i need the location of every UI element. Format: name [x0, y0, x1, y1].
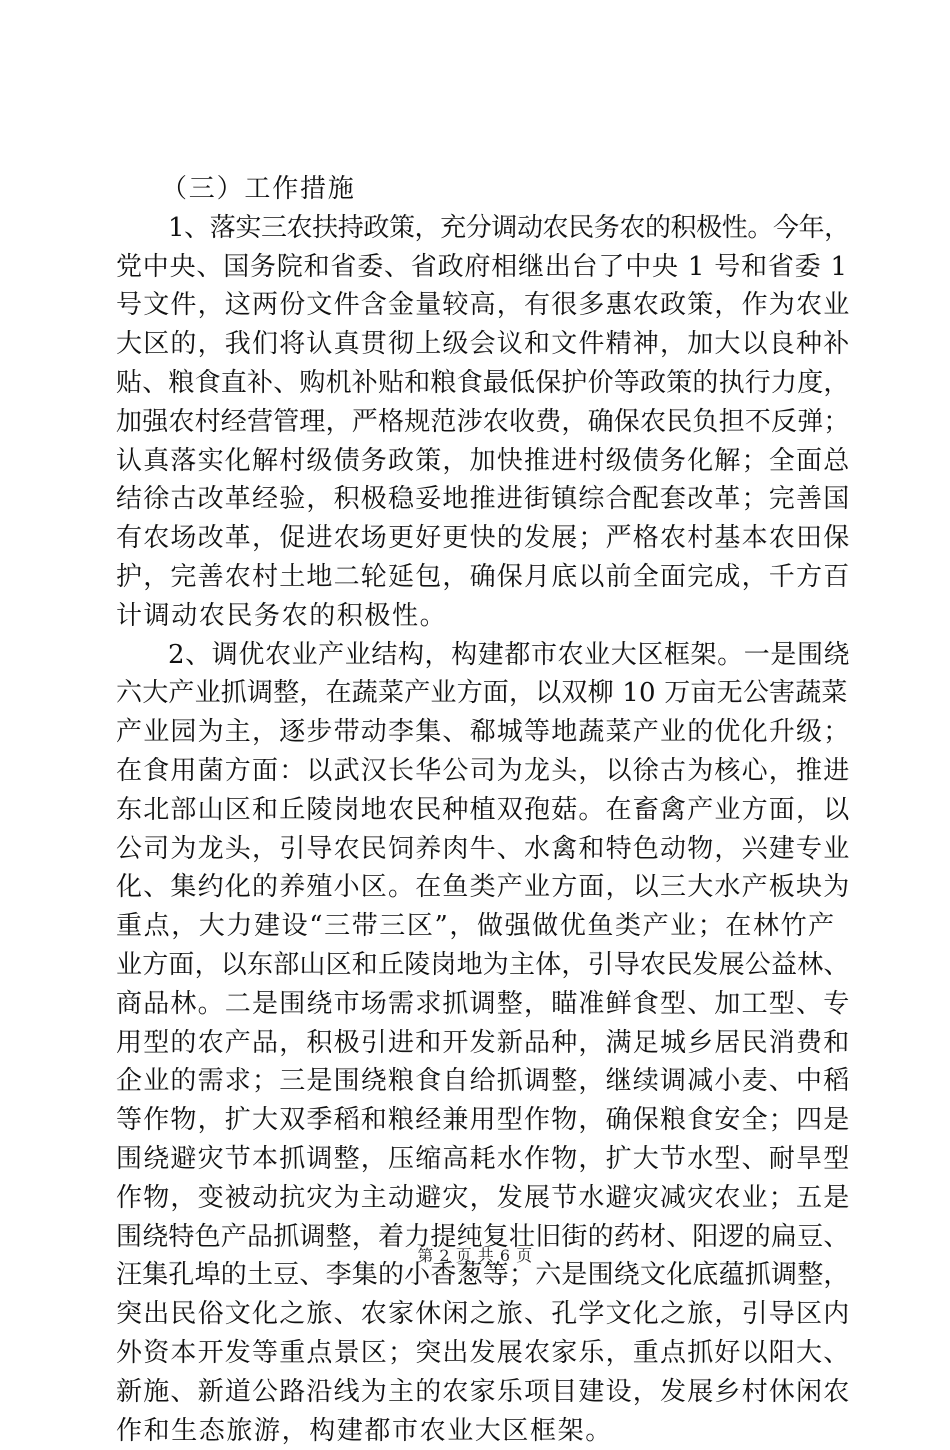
- paragraph-line: 结徐古改革经验，积极稳妥地推进街镇综合配套改革；完善国: [116, 480, 850, 519]
- page-number-footer: 第 2 页 共 6 页: [0, 1243, 950, 1266]
- paragraph-line: 计调动农民务农的积极性。: [116, 597, 850, 636]
- paragraph-line: 1、落实三农扶持政策，充分调动农民务农的积极性。今年，: [116, 209, 850, 248]
- paragraph-line: 护，完善农村土地二轮延包，确保月底以前全面完成，千方百: [116, 558, 850, 597]
- paragraph-line: 汪集孔埠的土豆、李集的小香葱等；六是围绕文化底蕴抓调整，: [116, 1256, 850, 1295]
- paragraph-line: 六大产业抓调整，在蔬菜产业方面，以双柳 10 万亩无公害蔬菜: [116, 674, 850, 713]
- paragraph-line: 企业的需求；三是围绕粮食自给抓调整，继续调减小麦、中稻: [116, 1062, 850, 1101]
- paragraph-line: 东北部山区和丘陵岗地农民种植双孢菇。在畜禽产业方面，以: [116, 791, 850, 830]
- paragraph-line: 作和生态旅游，构建都市农业大区框架。: [116, 1412, 850, 1450]
- paragraph-line: 业方面，以东部山区和丘陵岗地为主体，引导农民发展公益林、: [116, 946, 850, 985]
- paragraph-line: 在食用菌方面：以武汉长华公司为龙头，以徐古为核心，推进: [116, 752, 850, 791]
- paragraph-line: 外资本开发等重点景区；突出发展农家乐，重点抓好以阳大、: [116, 1334, 850, 1373]
- paragraph-line: 加强农村经营管理，严格规范涉农收费，确保农民负担不反弹；: [116, 403, 850, 442]
- paragraph-line: 党中央、国务院和省委、省政府相继出台了中央 1 号和省委 1: [116, 248, 850, 287]
- paragraph-line: 认真落实化解村级债务政策，加快推进村级债务化解；全面总: [116, 442, 850, 481]
- paragraph-line: 用型的农产品，积极引进和开发新品种，满足城乡居民消费和: [116, 1024, 850, 1063]
- paragraph-line: 贴、粮食直补、购机补贴和粮食最低保护价等政策的执行力度，: [116, 364, 850, 403]
- paragraph-line: 商品林。二是围绕市场需求抓调整，瞄准鲜食型、加工型、专: [116, 985, 850, 1024]
- paragraph-line: 2、调优农业产业结构，构建都市农业大区框架。一是围绕: [116, 636, 850, 675]
- paragraph-line: 等作物，扩大双季稻和粮经兼用型作物，确保粮食安全；四是: [116, 1101, 850, 1140]
- paragraph-line: 化、集约化的养殖小区。在鱼类产业方面，以三大水产板块为: [116, 868, 850, 907]
- paragraph-line: 围绕避灾节本抓调整，压缩高耗水作物，扩大节水型、耐旱型: [116, 1140, 850, 1179]
- paragraph-line: 大区的，我们将认真贯彻上级会议和文件精神，加大以良种补: [116, 325, 850, 364]
- section-heading: （三）工作措施: [116, 170, 850, 209]
- paragraph-line: 围绕特色产品抓调整，着力提纯复壮旧街的药材、阳逻的扁豆、: [116, 1218, 850, 1257]
- paragraph-line: 有农场改革，促进农场更好更快的发展；严格农村基本农田保: [116, 519, 850, 558]
- paragraph-line: 新施、新道公路沿线为主的农家乐项目建设，发展乡村休闲农: [116, 1373, 850, 1412]
- paragraph-line: 号文件，这两份文件含金量较高，有很多惠农政策，作为农业: [116, 286, 850, 325]
- paragraph-line: 产业园为主，逐步带动李集、郗城等地蔬菜产业的优化升级；: [116, 713, 850, 752]
- paragraph-line: 重点，大力建设“三带三区”，做强做优鱼类产业；在林竹产: [116, 907, 850, 946]
- paragraph-line: 公司为龙头，引导农民饲养肉牛、水禽和特色动物，兴建专业: [116, 830, 850, 869]
- paragraph-line: 突出民俗文化之旅、农家休闲之旅、孔学文化之旅，引导区内: [116, 1295, 850, 1334]
- paragraph-line: 作物，变被动抗灾为主动避灾，发展节水避灾减灾农业；五是: [116, 1179, 850, 1218]
